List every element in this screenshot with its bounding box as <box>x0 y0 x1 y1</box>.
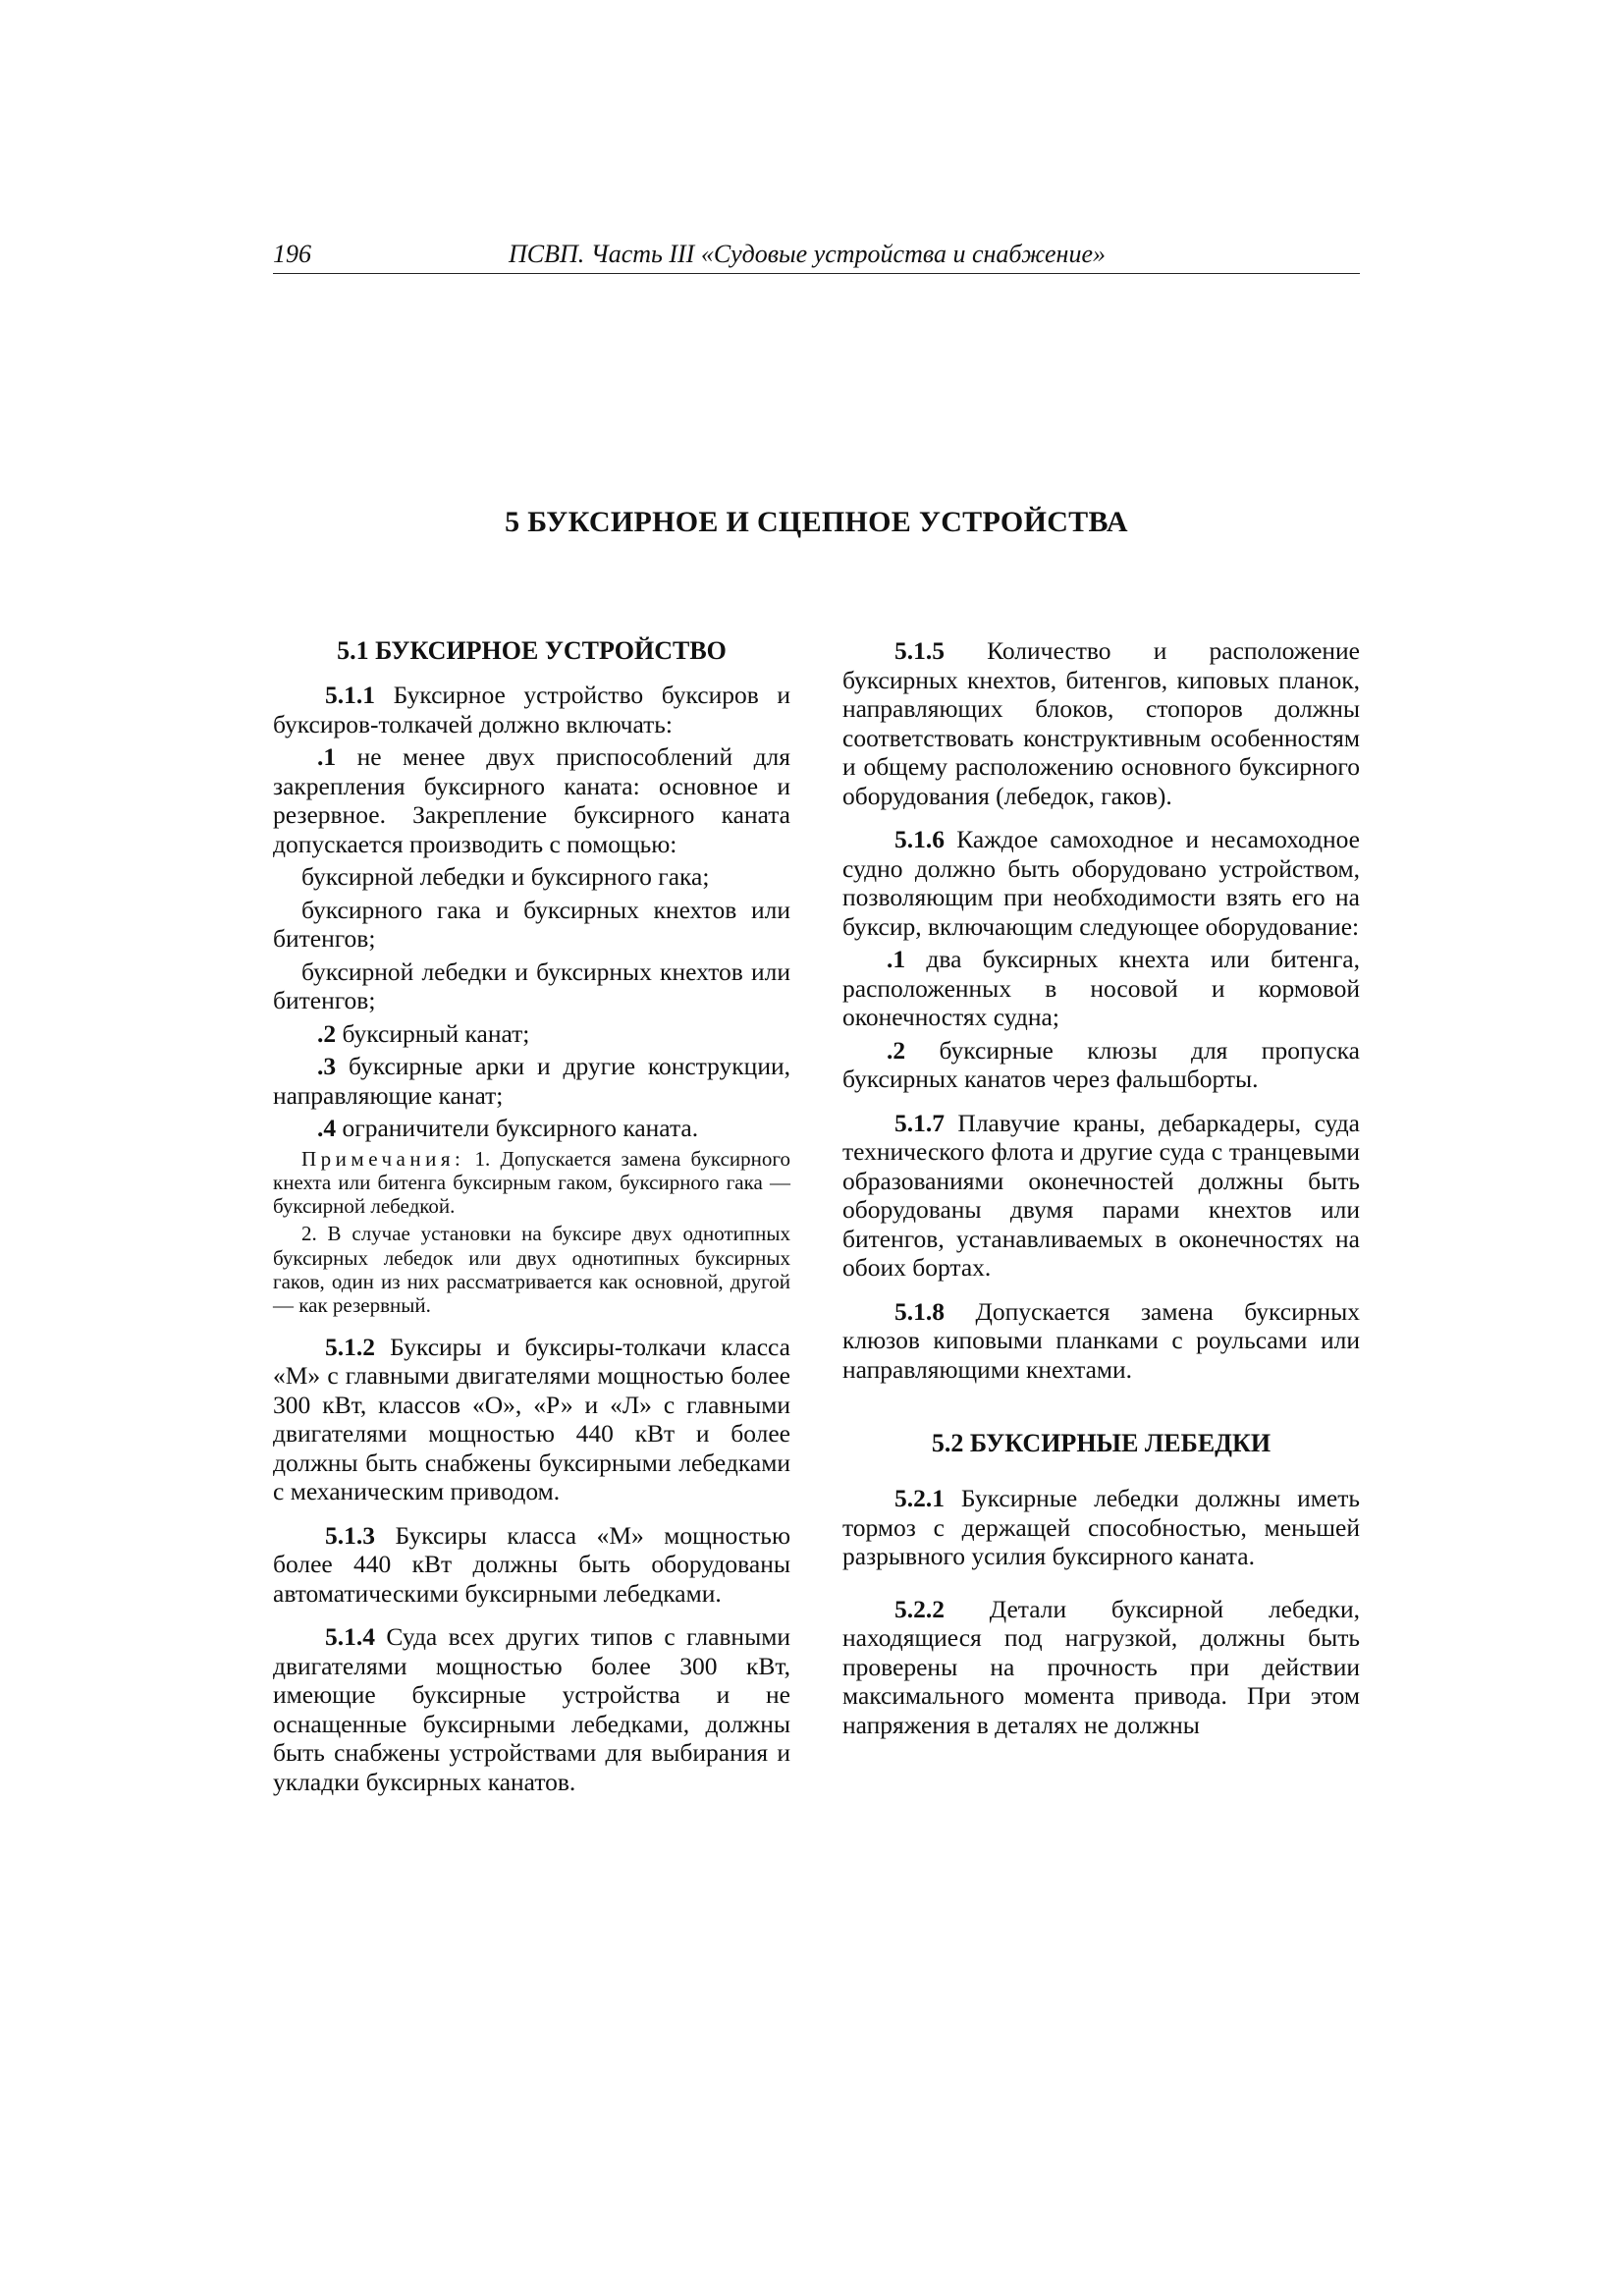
paragraph-text: Буксиры и буксиры-толкачи класса «М» с главными двигателями мощностью более 300 кВт, классов «О», «Р» и «Л» с главными двигателями мощностью 440 кВт и более должны быть снабжены буксирными лебедками с механическим приводом. <box>273 1332 790 1506</box>
clause-number: 5.1.5 <box>894 636 945 665</box>
sub-item-1: буксирной лебедки и буксирного гака; <box>301 862 710 891</box>
paragraph-text: Плавучие краны, дебаркадеры, суда технического флота и другие суда с транцевыми образованиями оконечностей должны быть оборудованы двумя парами кнехтов или битенгов, устанавливаемых в оконечностях на обоих бортах. <box>842 1108 1360 1282</box>
item-number: .4 <box>317 1114 337 1142</box>
paragraph-5-1-1 <box>273 681 790 738</box>
section-heading-5-2: 5.2 БУКСИРНЫЕ ЛЕБЕДКИ <box>931 1429 1271 1457</box>
left-column <box>273 636 790 1796</box>
running-header <box>273 240 1360 274</box>
sub-item-2: буксирного гака и буксирных кнехтов или битенгов; <box>273 895 790 953</box>
paragraph-5-2-1 <box>842 1484 1360 1571</box>
list-item-2 <box>273 1019 790 1049</box>
note-1 <box>273 1147 790 1219</box>
paragraph-5-1-6 <box>842 825 1360 941</box>
paragraph-5-2-2 <box>842 1595 1360 1740</box>
sub-item-3: буксирной лебедки и буксирных кнехтов или битенгов; <box>273 957 790 1014</box>
paragraph-text: Суда всех других типов с главными двигателями мощностью более 300 кВт, имеющие буксирные устройства и не оснащенные буксирными лебедками, должны быть снабжены устройствами для выбирания и укладки буксирных канатов. <box>273 1622 790 1796</box>
clause-number: 5.1.6 <box>894 825 945 853</box>
item-text: два буксирных кнехта или битенга, расположенных в носовой и кормовой оконечностях судна; <box>842 945 1360 1031</box>
paragraph-5-1-8 <box>842 1297 1360 1385</box>
item-number: .1 <box>317 742 337 771</box>
note-label: Примечания: <box>301 1146 465 1171</box>
clause-number: 5.1.4 <box>325 1622 375 1652</box>
clause-number: 5.1.3 <box>325 1520 375 1550</box>
list-item-1 <box>842 945 1360 1032</box>
paragraph-text: Детали буксирной лебедки, находящиеся под нагрузкой, должны быть проверены на прочность при действии максимального момента привода. При этом напряжения в деталях не должны <box>842 1594 1360 1739</box>
header-title: ПСВП. Часть III «Судовые устройства и снабжение» <box>509 240 1106 268</box>
item-text: буксирные арки и другие конструкции, направляющие канат; <box>273 1052 790 1110</box>
paragraph-5-1-2 <box>273 1333 790 1506</box>
list-item-1 <box>273 742 790 858</box>
page-number: 196 <box>273 240 311 268</box>
item-number: .3 <box>317 1052 337 1080</box>
item-text: ограничители буксирного каната. <box>336 1114 699 1142</box>
paragraph-5-1-7 <box>842 1109 1360 1283</box>
chapter-title: 5 БУКСИРНОЕ И СЦЕПНОЕ УСТРОЙСТВА <box>505 506 1128 538</box>
paragraph-text: Каждое самоходное и несамоходное судно должно быть оборудовано устройством, позволяющим при необходимости взять его на буксир, включающим следующее оборудование: <box>842 825 1360 941</box>
item-text: не менее двух приспособлений для закрепления буксирного каната: основное и резервное. Закрепление буксирного каната допускается производить с помощью: <box>273 742 790 858</box>
note-2: 2. В случае установки на буксире двух однотипных буксирных лебедок или двух однотипных буксирных гаков, один из них рассматривается как основной, другой — как резервный. <box>273 1222 790 1318</box>
paragraph-text: Буксиры класса «М» мощностью более 440 кВт должны быть оборудованы автоматическими буксирными лебедками. <box>273 1520 790 1608</box>
paragraph-5-1-4 <box>273 1622 790 1796</box>
paragraph-text: Допускается замена буксирных клюзов киповыми планками с роульсами или направляющими кнехтами. <box>842 1296 1360 1384</box>
paragraph-text: Буксирное устройство буксиров и буксиров-толкачей должно включать: <box>273 681 790 738</box>
item-number: .1 <box>887 945 906 973</box>
paragraph-5-1-3 <box>273 1521 790 1609</box>
item-number: .2 <box>887 1035 906 1065</box>
clause-number: 5.2.1 <box>894 1484 945 1512</box>
clause-number: 5.1.1 <box>325 681 375 709</box>
paragraph-text: Количество и расположение буксирных кнехтов, битенгов, киповых планок, направляющих блоков, стопоров должны соответствовать конструктивным особенностям и общему расположению основного буксирного оборудования (лебедок, гаков). <box>842 636 1360 810</box>
clause-number: 5.1.7 <box>894 1108 945 1137</box>
item-text: буксирный канат; <box>336 1018 530 1048</box>
item-text: буксирные клюзы для пропуска буксирных канатов через фальшборты. <box>842 1035 1360 1093</box>
paragraph-5-1-5 <box>842 636 1360 810</box>
list-item-2 <box>842 1036 1360 1094</box>
clause-number: 5.2.2 <box>894 1594 945 1623</box>
list-item-3 <box>273 1052 790 1110</box>
item-number: .2 <box>317 1018 337 1048</box>
clause-number: 5.1.8 <box>894 1296 945 1326</box>
note-text: 1. Допускается замена буксирного кнехта или битенга буксирным гаком, буксирного гака — буксирной лебедкой. <box>273 1146 790 1219</box>
right-column <box>842 636 1360 1739</box>
list-item-4 <box>273 1114 790 1143</box>
clause-number: 5.1.2 <box>325 1332 375 1361</box>
section-heading-5-1: 5.1 БУКСИРНОЕ УСТРОЙСТВО <box>337 636 727 665</box>
paragraph-text: Буксирные лебедки должны иметь тормоз с держащей способностью, меньшей разрывного усилия буксирного каната. <box>842 1484 1360 1570</box>
